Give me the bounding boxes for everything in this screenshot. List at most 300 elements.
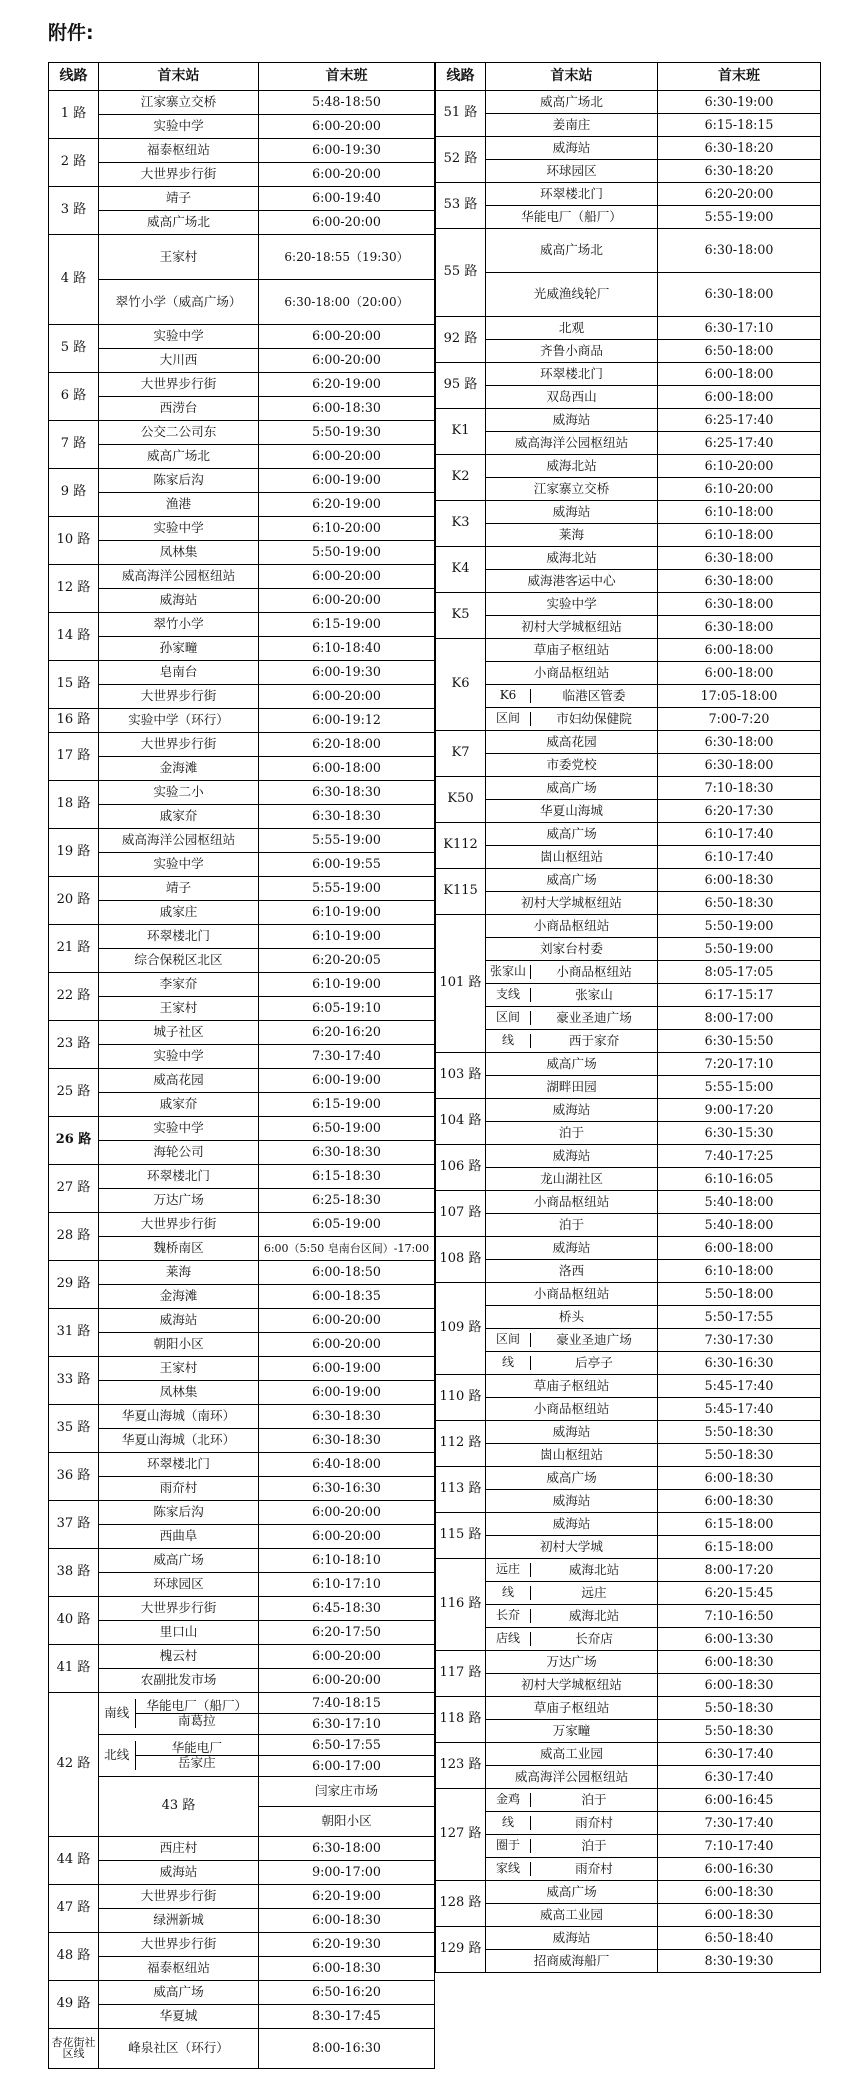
time-cell: 6:00-18:30 — [658, 1674, 821, 1697]
time-cell: 6:20-19:00 — [259, 373, 435, 397]
stop-cell: 实验中学 — [99, 115, 259, 139]
time-cell: 7:40-17:25 — [658, 1145, 821, 1168]
time-cell: 6:15-19:00 — [259, 1093, 435, 1117]
route-cell: 43 路 — [99, 1777, 259, 1837]
stop-cell: 公交二公司东 — [99, 421, 259, 445]
table-row — [49, 1884, 435, 1908]
table-row — [436, 1007, 821, 1030]
route-cell: 42 路 — [49, 1693, 99, 1837]
table-row — [49, 349, 435, 373]
table-row — [49, 1777, 435, 1807]
stop-cell: 翠竹小学 — [99, 613, 259, 637]
stop-cell: 小商品枢纽站 — [486, 662, 658, 685]
route-cell: 55 路 — [436, 229, 486, 317]
stop-cell: 环球园区 — [99, 1573, 259, 1597]
time-cell: 5:55-19:00 — [259, 877, 435, 901]
route-cell: K7 — [436, 731, 486, 777]
stop-cell: 威高广场 — [99, 1549, 259, 1573]
time-cell: 6:10-17:10 — [259, 1573, 435, 1597]
time-cell: 6:30-17:40 — [658, 1766, 821, 1789]
time-cell: 6:20-18:00 — [259, 733, 435, 757]
subline-name: 区间 — [486, 1333, 531, 1347]
table-row — [49, 973, 435, 997]
table-row — [436, 777, 821, 800]
time-cell: 5:50-18:30 — [658, 1444, 821, 1467]
subline-name: 区间 — [486, 1011, 531, 1025]
route-cell: 52 路 — [436, 137, 486, 183]
table-row — [49, 1165, 435, 1189]
stop-cell: 大世界步行街 — [99, 685, 259, 709]
time-cell: 6:00-20:00 — [259, 1525, 435, 1549]
table-row — [436, 1743, 821, 1766]
route-cell: 103 路 — [436, 1053, 486, 1099]
time-cell: 6:00-19:12 — [259, 709, 435, 733]
time-cell: 6:45-18:30 — [259, 1597, 435, 1621]
header-time: 首末班 — [658, 63, 821, 91]
time-cell: 6:50-18:30 — [658, 892, 821, 915]
stop-cell: 华夏山海城（北环） — [99, 1429, 259, 1453]
time-cell: 6:10-18:40 — [259, 637, 435, 661]
table-row — [436, 1651, 821, 1674]
route-cell: 29 路 — [49, 1261, 99, 1309]
table-row — [436, 91, 821, 114]
stop-cell: 陈家后沟 — [99, 469, 259, 493]
table-row — [49, 325, 435, 349]
route-cell: 128 路 — [436, 1881, 486, 1927]
stop-cell: 小商品枢纽站 — [486, 915, 658, 938]
table-row — [49, 1735, 435, 1777]
route-cell: K50 — [436, 777, 486, 823]
stop-cell: 威高广场北 — [99, 445, 259, 469]
table-row — [49, 1045, 435, 1069]
table-row — [436, 1076, 821, 1099]
time-cell: 6:15-18:30 — [259, 1165, 435, 1189]
table-row — [49, 541, 435, 565]
stop-cell: 威海北站 — [568, 1562, 620, 1577]
time-cell: 5:40-18:00 — [658, 1214, 821, 1237]
stop-cell: 威海北站 — [486, 547, 658, 570]
table-row — [436, 938, 821, 961]
stop-cell: 威高工业园 — [486, 1743, 658, 1766]
stop-cell: 靖子 — [99, 877, 259, 901]
time-cell: 7:30-17:40 — [658, 1812, 821, 1835]
time-cell: 6:20-15:45 — [658, 1582, 821, 1605]
route-cell: 115 路 — [436, 1513, 486, 1559]
stop-cell: 威海站 — [486, 1927, 658, 1950]
stop-cell: 威海北站 — [568, 1608, 620, 1623]
subline-name: 线 — [486, 1586, 531, 1600]
table-row — [436, 1099, 821, 1122]
time-cell: 6:00-18:30 — [259, 1908, 435, 1932]
time-cell: 6:00-13:30 — [658, 1628, 821, 1651]
table-row — [436, 1720, 821, 1743]
route-cell: 106 路 — [436, 1145, 486, 1191]
table-row — [436, 1927, 821, 1950]
table-row — [436, 455, 821, 478]
time-cell: 6:00-18:50 — [259, 1261, 435, 1285]
stop-cell: 威高广场 — [486, 1053, 658, 1076]
stop-cell: 大世界步行街 — [99, 163, 259, 187]
stop-cell: 陈家后沟 — [99, 1501, 259, 1525]
route-cell: 101 路 — [436, 915, 486, 1053]
route-cell: K3 — [436, 501, 486, 547]
table-row — [436, 1904, 821, 1927]
route-cell: 2 路 — [49, 139, 99, 187]
table-row — [436, 984, 821, 1007]
stop-cell: 环翠楼北门 — [486, 183, 658, 206]
time-cell: 6:30-18:00 — [259, 1836, 435, 1860]
time-cell: 6:30-18:20 — [658, 160, 821, 183]
table-row — [49, 1117, 435, 1141]
table-row — [49, 661, 435, 685]
time-cell: 6:30-18:30 — [259, 1405, 435, 1429]
table-row — [49, 685, 435, 709]
table-row — [49, 589, 435, 613]
time-cell: 7:30-17:30 — [658, 1329, 821, 1352]
time-cell: 5:50-19:30 — [259, 421, 435, 445]
time-cell: 6:30-18:20 — [658, 137, 821, 160]
time-cell: 5:50-18:30 — [658, 1697, 821, 1720]
stop-cell: 崮山枢纽站 — [486, 846, 658, 869]
table-header-row — [436, 63, 821, 91]
time-cell: 7:10-18:30 — [658, 777, 821, 800]
stop-cell: 长夼店 — [575, 1631, 613, 1646]
stop-cell: 市委党校 — [486, 754, 658, 777]
time-cell: 6:00-18:30 — [658, 1467, 821, 1490]
subline-name: K6 — [486, 689, 531, 703]
table-row — [436, 869, 821, 892]
table-row — [436, 547, 821, 570]
stop-cell: 福泰枢纽站 — [99, 139, 259, 163]
table-row — [49, 1333, 435, 1357]
header-stop: 首末站 — [486, 63, 658, 91]
time-cell: 6:00-20:00 — [259, 1501, 435, 1525]
route-cell: 129 路 — [436, 1927, 486, 1973]
time-cell: 6:00-19:00 — [259, 1069, 435, 1093]
route-cell: 44 路 — [49, 1836, 99, 1884]
stop-cell: 威高花园 — [486, 731, 658, 754]
stop-cell: 后亭子 — [575, 1355, 613, 1370]
time-cell: 6:00-19:00 — [259, 1357, 435, 1381]
stop-cell: 双岛西山 — [486, 386, 658, 409]
time-cell: 6:30-17:40 — [658, 1743, 821, 1766]
time-cell: 6:30-18:00 — [658, 570, 821, 593]
route-cell: 116 路 — [436, 1559, 486, 1651]
route-cell: 53 路 — [436, 183, 486, 229]
table-row — [436, 229, 821, 273]
table-row — [49, 1549, 435, 1573]
table-row — [436, 1375, 821, 1398]
route-cell: 10 路 — [49, 517, 99, 565]
stop-cell: 草庙子枢纽站 — [486, 639, 658, 662]
time-cell: 6:05-19:00 — [259, 1213, 435, 1237]
stop-cell: 实验中学 — [486, 593, 658, 616]
stop-cell: 环翠楼北门 — [486, 363, 658, 386]
table-row — [49, 235, 435, 280]
stop-cell: 草庙子枢纽站 — [486, 1697, 658, 1720]
stop-cell: 雨夼村 — [575, 1861, 613, 1876]
stop-cell: 威高广场北 — [99, 211, 259, 235]
stop-cell: 西于家夼 — [568, 1033, 620, 1048]
route-cell: 112 路 — [436, 1421, 486, 1467]
stop-cell: 大世界步行街 — [99, 1884, 259, 1908]
time-cell: 6:25-17:40 — [658, 432, 821, 455]
stop-cell: 初村大学城枢纽站 — [486, 1674, 658, 1697]
stop-cell: 华夏山海城（南环） — [99, 1405, 259, 1429]
time-cell: 6:15-18:00 — [658, 1513, 821, 1536]
table-row — [49, 1069, 435, 1093]
table-row — [436, 915, 821, 938]
table-row — [49, 115, 435, 139]
table-row — [49, 1405, 435, 1429]
table-row — [436, 317, 821, 340]
stop-cell: 雨夼村 — [575, 1815, 613, 1830]
stop-cell: 龙山湖社区 — [486, 1168, 658, 1191]
time-cell: 6:20-20:00 — [658, 183, 821, 206]
time-cell: 6:00-20:00 — [259, 445, 435, 469]
stop-cell: 小商品枢纽站 — [486, 1398, 658, 1421]
time-cell: 5:55-19:00 — [658, 206, 821, 229]
time-cell: 5:50-19:00 — [658, 915, 821, 938]
route-cell: 51 路 — [436, 91, 486, 137]
stop-cell: 实验中学 — [99, 325, 259, 349]
table-row — [49, 1189, 435, 1213]
time-cell: 9:00-17:00 — [259, 1860, 435, 1884]
time-cell: 6:00-20:00 — [259, 163, 435, 187]
stop-cell: 福泰枢纽站 — [99, 1956, 259, 1980]
route-cell: 49 路 — [49, 1980, 99, 2028]
stop-cell: 光威渔线轮厂 — [486, 273, 658, 317]
table-row — [49, 1908, 435, 1932]
stop-cell: 威高海洋公园枢纽站 — [486, 1766, 658, 1789]
time-cell: 8:30-17:45 — [259, 2004, 435, 2028]
header-stop: 首末站 — [99, 63, 259, 91]
route-cell: 9 路 — [49, 469, 99, 517]
subline-name: 店线 — [486, 1632, 531, 1646]
route-cell: 14 路 — [49, 613, 99, 661]
table-row — [49, 637, 435, 661]
table-row — [436, 1122, 821, 1145]
subline-name: 北线 — [99, 1741, 135, 1771]
table-row — [436, 1789, 821, 1812]
time-cell: 5:50-17:55 — [658, 1306, 821, 1329]
time-cell: 6:15-18:15 — [658, 114, 821, 137]
time-cell: 6:30-18:00 — [658, 273, 821, 317]
stop-cell: 威高广场 — [99, 1980, 259, 2004]
table-row — [49, 1645, 435, 1669]
route-cell: 26 路 — [49, 1117, 99, 1165]
table-row — [436, 432, 821, 455]
stop-cell: 威海站 — [486, 1421, 658, 1444]
stop-cell: 魏桥南区 — [99, 1237, 259, 1261]
table-row — [436, 593, 821, 616]
time-cell: 6:30-17:10 — [658, 317, 821, 340]
time-cell: 5:48-18:50 — [259, 91, 435, 115]
time-cell: 6:00-17:00 — [312, 1757, 381, 1773]
stop-cell: 海轮公司 — [99, 1141, 259, 1165]
stop-cell: 姜南庄 — [486, 114, 658, 137]
stop-cell: 综合保税区北区 — [99, 949, 259, 973]
stop-cell: 威高广场 — [486, 823, 658, 846]
stop-cell: 招商威海船厂 — [486, 1950, 658, 1973]
table-row — [436, 206, 821, 229]
table-row — [436, 1881, 821, 1904]
time-cell: 6:20-17:30 — [658, 800, 821, 823]
stop-cell: 凤林集 — [99, 541, 259, 565]
time-cell: 6:00-20:00 — [259, 349, 435, 373]
route-cell: K5 — [436, 593, 486, 639]
stop-cell: 洛西 — [486, 1260, 658, 1283]
time-cell: 6:00-18:30 — [658, 1490, 821, 1513]
table-row — [436, 1214, 821, 1237]
route-cell: 15 路 — [49, 661, 99, 709]
table-row — [436, 1697, 821, 1720]
time-cell: 7:20-17:10 — [658, 1053, 821, 1076]
time-cell: 6:20-19:00 — [259, 493, 435, 517]
time-cell: 6:30-15:30 — [658, 1122, 821, 1145]
stop-cell: 湖畔田园 — [486, 1076, 658, 1099]
schedule-table-right — [435, 62, 821, 1973]
table-row — [49, 1860, 435, 1884]
time-cell: 6:30-18:30 — [259, 1429, 435, 1453]
table-row — [49, 613, 435, 637]
stop-cell: 西涝台 — [99, 397, 259, 421]
table-row — [436, 1582, 821, 1605]
stop-cell: 戚家夼 — [99, 1093, 259, 1117]
table-row — [49, 517, 435, 541]
stop-cell: 凤林集 — [99, 1381, 259, 1405]
time-cell: 9:00-17:20 — [658, 1099, 821, 1122]
subline-name: 线 — [486, 1034, 531, 1048]
stop-cell: 威海站 — [99, 1309, 259, 1333]
table-row — [436, 961, 821, 984]
time-cell: 6:00-20:00 — [259, 325, 435, 349]
table-row — [436, 1053, 821, 1076]
table-row — [49, 781, 435, 805]
table-row — [49, 949, 435, 973]
route-cell: 104 路 — [436, 1099, 486, 1145]
table-row — [436, 386, 821, 409]
route-cell: 107 路 — [436, 1191, 486, 1237]
route-cell: K1 — [436, 409, 486, 455]
table-row — [49, 757, 435, 781]
time-cell: 5:55-19:00 — [259, 829, 435, 853]
table-row — [436, 846, 821, 869]
stop-cell: 威高海洋公园枢纽站 — [486, 432, 658, 455]
route-cell: 19 路 — [49, 829, 99, 877]
route-cell: 113 路 — [436, 1467, 486, 1513]
stop-cell: 江家寨立交桥 — [486, 478, 658, 501]
time-cell: 5:50-19:00 — [658, 938, 821, 961]
stop-cell: 雨夼村 — [99, 1477, 259, 1501]
table-row — [49, 2004, 435, 2028]
stop-cell: 皂南台 — [99, 661, 259, 685]
table-header-row — [49, 63, 435, 91]
table-row — [49, 1477, 435, 1501]
stop-cell: 金海滩 — [99, 1285, 259, 1309]
time-cell: 6:10-19:00 — [259, 901, 435, 925]
subline-name: 线 — [486, 1356, 531, 1370]
table-row — [49, 565, 435, 589]
stop-cell: 莱海 — [99, 1261, 259, 1285]
time-cell: 6:50-18:40 — [658, 1927, 821, 1950]
time-cell: 6:00-18:30 — [658, 1904, 821, 1927]
time-cell: 6:25-17:40 — [658, 409, 821, 432]
time-cell: 6:00（5:50 皂南台区间）-17:00 — [259, 1237, 435, 1261]
time-cell: 6:30-17:10 — [312, 1715, 381, 1731]
time-cell: 6:30-18:00 — [658, 229, 821, 273]
stop-cell: 大世界步行街 — [99, 1213, 259, 1237]
time-cell: 6:00-20:00 — [259, 115, 435, 139]
time-cell: 6:50-18:00 — [658, 340, 821, 363]
stop-cell: 实验中学 — [99, 1117, 259, 1141]
table-row — [436, 1858, 821, 1881]
table-row — [49, 1285, 435, 1309]
subline-name: 远庄 — [486, 1563, 531, 1577]
time-cell: 7:30-17:40 — [259, 1045, 435, 1069]
stop-cell: 初村大学城枢纽站 — [486, 892, 658, 915]
route-cell: 21 路 — [49, 925, 99, 973]
time-cell: 8:05-17:05 — [658, 961, 821, 984]
stop-cell: 威高广场 — [486, 1881, 658, 1904]
stop-cell: 华能电厂（船厂） — [486, 206, 658, 229]
table-row — [436, 800, 821, 823]
stop-cell: 西庄村 — [99, 1836, 259, 1860]
route-cell: K112 — [436, 823, 486, 869]
stop-cell: 实验中学 — [99, 1045, 259, 1069]
stop-cell: 齐鲁小商品 — [486, 340, 658, 363]
stop-cell: 大川西 — [99, 349, 259, 373]
table-row — [49, 1621, 435, 1645]
table-row — [49, 1597, 435, 1621]
table-row — [436, 137, 821, 160]
time-cell: 6:00-19:30 — [259, 139, 435, 163]
stop-cell: 小商品枢纽站 — [556, 964, 632, 979]
stop-cell: 李家夼 — [99, 973, 259, 997]
time-cell: 6:00-20:00 — [259, 685, 435, 709]
table-row — [49, 493, 435, 517]
stop-cell: 环翠楼北门 — [99, 1165, 259, 1189]
table-row — [49, 733, 435, 757]
stop-cell: 威海港客运中心 — [486, 570, 658, 593]
stop-cell: 岳家庄 — [177, 1755, 216, 1770]
table-row — [49, 1932, 435, 1956]
table-row — [436, 1306, 821, 1329]
table-row — [49, 853, 435, 877]
table-row — [436, 1490, 821, 1513]
stop-cell: 西曲阜 — [99, 1525, 259, 1549]
page-title: 附件: — [48, 22, 94, 44]
route-cell: 28 路 — [49, 1213, 99, 1261]
stop-cell: 小商品枢纽站 — [486, 1191, 658, 1214]
route-cell: 41 路 — [49, 1645, 99, 1693]
route-cell: 92 路 — [436, 317, 486, 363]
table-row — [49, 2028, 435, 2068]
stop-cell: 威高花园 — [99, 1069, 259, 1093]
header-route: 线路 — [49, 63, 99, 91]
time-cell: 6:30-19:00 — [658, 91, 821, 114]
time-cell: 8:30-19:30 — [658, 1950, 821, 1973]
table-row — [436, 1145, 821, 1168]
table-row — [436, 1766, 821, 1789]
table-row — [49, 373, 435, 397]
time-cell: 6:00-18:00 — [658, 662, 821, 685]
time-cell: 6:00-20:00 — [259, 1669, 435, 1693]
time-cell: 6:00-18:30 — [259, 397, 435, 421]
time-cell: 6:30-18:00 — [658, 754, 821, 777]
time-cell: 6:00-19:00 — [259, 469, 435, 493]
table-row — [49, 1693, 435, 1735]
